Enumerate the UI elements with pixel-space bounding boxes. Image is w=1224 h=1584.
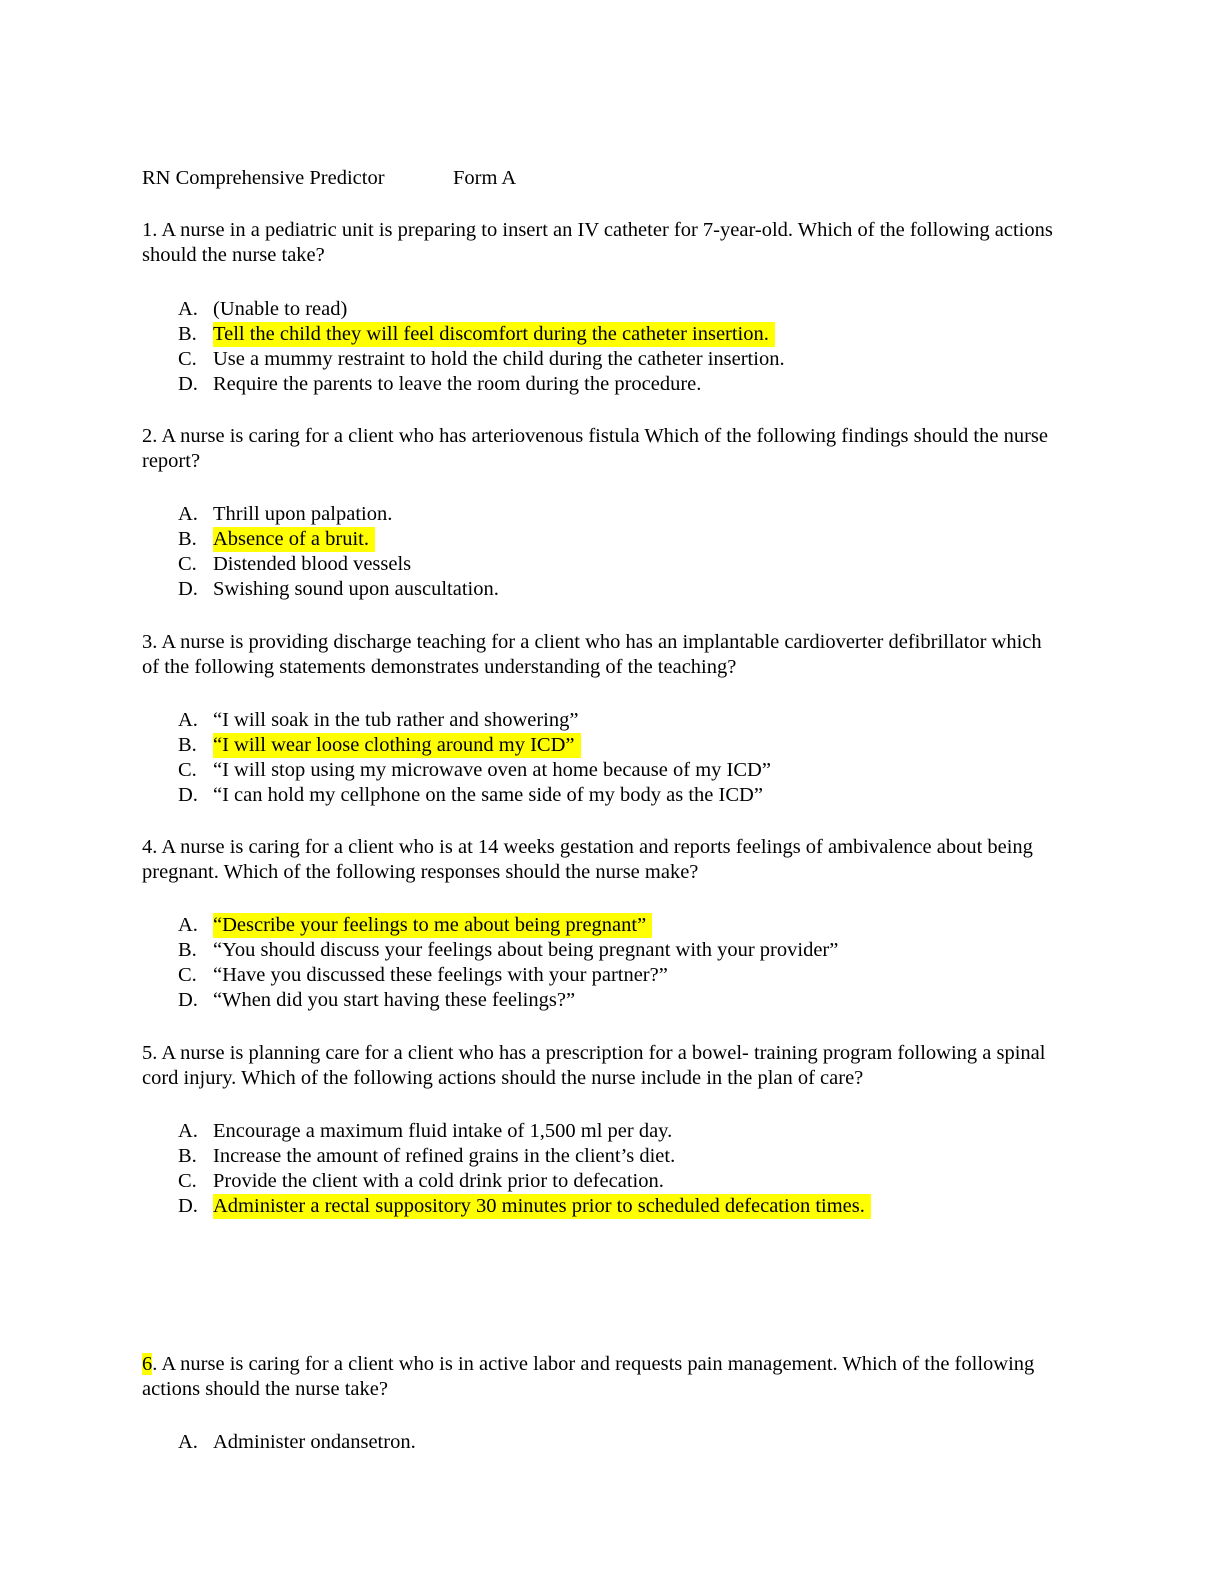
question-number: 1 (142, 219, 153, 241)
highlighted-answer: Absence of a bruit. (213, 527, 375, 552)
answer-option-a: A. Encourage a maximum fluid intake of 1,500 ml per day. (178, 1120, 673, 1142)
answer-option-c: C. Provide the client with a cold drink prior to defecation. (178, 1170, 664, 1192)
question-number: 6 (142, 1353, 153, 1375)
question-text: . A nurse is caring for a client who has arteriovenous fistula Which of the following findings should the nurse report? (142, 425, 1048, 472)
answer-option-a: A. (Unable to read) (178, 298, 348, 320)
answer-option-d: D. “When did you start having these feelings?” (178, 989, 576, 1011)
answer-option-a: A. Thrill upon palpation. (178, 503, 393, 525)
answer-option-b: B. “You should discuss your feelings about being pregnant with your provider” (178, 939, 839, 961)
question-stem (142, 1041, 1062, 1091)
question-stem (142, 630, 1062, 680)
question-2 (142, 424, 1062, 600)
answer-option-b: B. “I will wear loose clothing around my ICD” (178, 733, 771, 758)
question-text: . A nurse is caring for a client who is at 14 weeks gestation and reports feelings of ambivalence about being pregnant. Which of the following responses should the nurse make? (142, 836, 1033, 883)
question-number: 3 (142, 631, 153, 653)
question-stem (142, 218, 1062, 268)
question-6 (142, 1352, 1062, 1453)
answer-option-d: D. Require the parents to leave the room during the procedure. (178, 373, 702, 395)
answer-option-b: B. Tell the child they will feel discomfort during the catheter insertion. (178, 322, 785, 347)
document-title: RN Comprehensive Predictor (142, 167, 385, 189)
question-number: 2 (142, 425, 153, 447)
highlighted-answer: “I will wear loose clothing around my ICD” (213, 733, 581, 758)
question-3 (142, 630, 1062, 806)
question-stem (142, 1352, 1062, 1402)
answer-option-c: C. Distended blood vessels (178, 553, 412, 575)
answer-option-d: D. “I can hold my cellphone on the same side of my body as the ICD” (178, 784, 763, 806)
answer-options (178, 502, 499, 602)
answer-options (178, 1119, 871, 1219)
question-stem (142, 424, 1062, 474)
answer-option-b: B. Increase the amount of refined grains in the client’s diet. (178, 1145, 676, 1167)
question-text: . A nurse is providing discharge teaching for a client who has an implantable cardioverter defibrillator which of the following statements demonstrates understanding of the teaching? (142, 631, 1042, 678)
highlighted-answer: Tell the child they will feel discomfort during the catheter insertion. (213, 322, 775, 347)
answer-option-a: A. Administer ondansetron. (178, 1431, 416, 1453)
question-number: 4 (142, 836, 153, 858)
question-text: . A nurse in a pediatric unit is preparing to insert an IV catheter for 7-year-old. Which of the following actions should the nurse take? (142, 219, 1053, 266)
question-1 (142, 218, 1062, 395)
answer-option-a: A. “I will soak in the tub rather and showering” (178, 709, 579, 731)
question-4 (142, 835, 1062, 1011)
form-label: Form A (453, 167, 517, 189)
answer-option-c: C. “Have you discussed these feelings with your partner?” (178, 964, 668, 986)
question-text: . A nurse is planning care for a client who has a prescription for a bowel- training program following a spinal cord injury. Which of the following actions should the nurse include in the plan of care? (142, 1042, 1046, 1089)
highlighted-answer: “Describe your feelings to me about being pregnant” (213, 913, 652, 938)
answer-options (178, 297, 785, 397)
highlighted-answer: Administer a rectal suppository 30 minutes prior to scheduled defecation times. (213, 1194, 871, 1219)
answer-option-c: C. “I will stop using my microwave oven at home because of my ICD” (178, 759, 771, 781)
answer-option-a: A. “Describe your feelings to me about being pregnant” (178, 913, 838, 938)
question-5 (142, 1041, 1062, 1217)
answer-option-d: D. Administer a rectal suppository 30 minutes prior to scheduled defecation times. (178, 1194, 871, 1219)
question-text: . A nurse is caring for a client who is in active labor and requests pain management. Which of the following actions should the nurse take? (142, 1353, 1035, 1400)
answer-options (178, 1430, 416, 1455)
question-stem (142, 835, 1062, 885)
answer-options (178, 913, 838, 1013)
answer-option-c: C. Use a mummy restraint to hold the child during the catheter insertion. (178, 348, 785, 370)
answer-options (178, 708, 771, 808)
answer-option-b: B. Absence of a bruit. (178, 527, 499, 552)
document-header (142, 166, 517, 191)
question-number: 5 (142, 1042, 153, 1064)
answer-option-d: D. Swishing sound upon auscultation. (178, 578, 499, 600)
